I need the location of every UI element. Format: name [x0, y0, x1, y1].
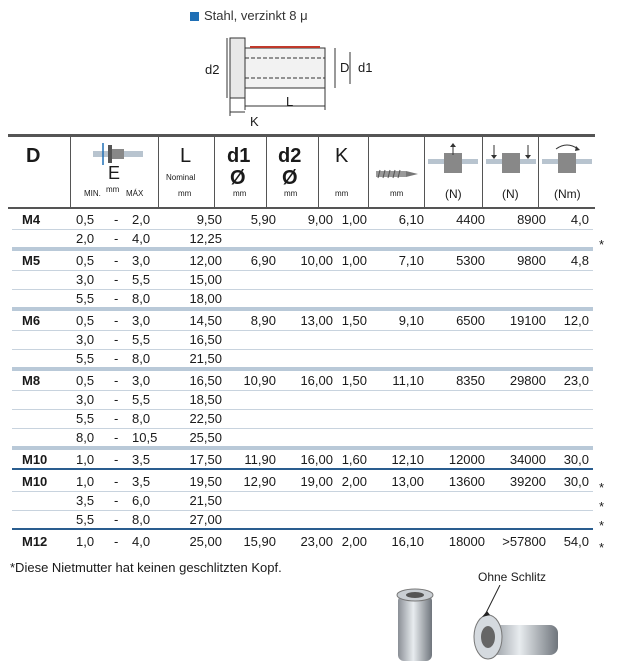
dim-l-label: L [286, 94, 294, 109]
cell-d1: 6,90 [250, 253, 276, 268]
table-row [12, 491, 593, 510]
cell-e1: 3,5 [76, 493, 95, 508]
cell-n1: 5300 [456, 253, 485, 268]
table-row [12, 510, 593, 529]
col-divider [482, 137, 483, 207]
cell-s: 16,10 [391, 534, 424, 549]
cell-l: 18,00 [189, 291, 222, 306]
cell-dash: - [114, 272, 119, 287]
cell-k: 1,00 [341, 253, 367, 268]
header-e-min: MIN. [84, 189, 101, 198]
cell-d2: 16,00 [300, 373, 333, 388]
cell-s: 6,10 [398, 212, 424, 227]
cell-n1: 4400 [456, 212, 485, 227]
table-row [12, 371, 593, 390]
header-screw-mm: mm [390, 189, 404, 198]
cell-nm: 23,0 [563, 373, 589, 388]
cell-n2: 19100 [509, 313, 546, 328]
cell-e2: 6,0 [132, 493, 151, 508]
cell-e1: 1,0 [76, 474, 95, 489]
table-row [12, 311, 593, 330]
header-l-nominal: Nominal [166, 173, 196, 182]
header-d1-mm: mm [233, 189, 247, 198]
table-row [12, 229, 593, 248]
cell-n1: 12000 [448, 452, 485, 467]
cell-nm: 12,0 [563, 313, 589, 328]
cell-k: 1,60 [341, 452, 367, 467]
rivet-nut-photo [370, 585, 580, 667]
cell-d1: 15,90 [243, 534, 276, 549]
col-divider [368, 137, 369, 207]
header-e-max: MÁX [126, 189, 144, 198]
cell-dash: - [114, 534, 119, 549]
table-row [12, 330, 593, 349]
table-row [12, 472, 593, 491]
table-header [8, 134, 595, 209]
cell-e2: 10,5 [132, 430, 158, 445]
header-e: E [108, 163, 121, 183]
cell-e2: 5,5 [132, 392, 151, 407]
cell-nm: 30,0 [563, 474, 589, 489]
legend-swatch [190, 12, 199, 21]
footnote-marker: * [599, 540, 605, 555]
cell-d1: 12,90 [243, 474, 276, 489]
cell-l: 27,00 [189, 512, 222, 527]
cell-e1: 1,0 [76, 534, 95, 549]
cell-e2: 8,0 [132, 351, 151, 366]
cell-k: 2,00 [341, 474, 367, 489]
table-row [12, 450, 593, 469]
col-divider [214, 137, 215, 207]
cell-e2: 3,0 [132, 313, 151, 328]
cell-dash: - [114, 411, 119, 426]
cell-e1: 0,5 [76, 313, 95, 328]
header-n2: (N) [502, 187, 519, 201]
cell-d1: 8,90 [250, 313, 276, 328]
table-row [12, 532, 593, 551]
cell-k: 1,50 [341, 313, 367, 328]
cell-e1: 5,5 [76, 351, 95, 366]
cell-l: 16,50 [189, 332, 222, 347]
cell-n1: 8350 [456, 373, 485, 388]
footnote-marker: * [599, 480, 605, 495]
footnote: *Diese Nietmutter hat keinen geschlitzten Kopf. [10, 560, 282, 575]
cell-l: 12,25 [189, 231, 222, 246]
cell-nm: 30,0 [563, 452, 589, 467]
cell-dash: - [114, 493, 119, 508]
cell-e1: 0,5 [76, 373, 95, 388]
cell-d: M10 [22, 452, 48, 467]
cell-l: 22,50 [189, 411, 222, 426]
table-row [12, 270, 593, 289]
cell-s: 7,10 [398, 253, 424, 268]
cell-l: 21,50 [189, 351, 222, 366]
dim-d-label: D [340, 60, 350, 75]
col-divider [266, 137, 267, 207]
cell-n2: 39200 [509, 474, 546, 489]
cell-dash: - [114, 430, 119, 445]
cell-e2: 8,0 [132, 411, 151, 426]
cell-e2: 5,5 [132, 272, 151, 287]
cell-e1: 3,0 [76, 392, 95, 407]
cell-e1: 5,5 [76, 512, 95, 527]
header-nm: (Nm) [554, 187, 581, 201]
footnote-marker: * [599, 237, 605, 252]
cell-e2: 3,5 [132, 474, 151, 489]
cell-n2: 34000 [509, 452, 546, 467]
cell-e1: 8,0 [76, 430, 95, 445]
cell-e1: 1,0 [76, 452, 95, 467]
cell-n2: >57800 [502, 534, 546, 549]
cell-s: 12,10 [391, 452, 424, 467]
header-d2-mm: mm [284, 189, 298, 198]
cell-s: 13,00 [391, 474, 424, 489]
cell-k: 1,00 [341, 212, 367, 227]
table-row [12, 409, 593, 428]
legend-text: Stahl, verzinkt 8 μ [204, 8, 308, 23]
table-row [12, 349, 593, 368]
table-row [12, 428, 593, 447]
cell-e2: 8,0 [132, 512, 151, 527]
cell-d: M4 [22, 212, 41, 227]
cell-nm: 54,0 [563, 534, 589, 549]
cell-e1: 0,5 [76, 253, 95, 268]
cell-dash: - [114, 392, 119, 407]
cell-d2: 10,00 [300, 253, 333, 268]
rivet-nut-drawing [200, 26, 390, 130]
cell-d2: 23,00 [300, 534, 333, 549]
cell-e2: 3,5 [132, 452, 151, 467]
cell-dash: - [114, 474, 119, 489]
cell-e1: 3,0 [76, 272, 95, 287]
cell-d: M5 [22, 253, 41, 268]
table-row [12, 390, 593, 409]
cell-dash: - [114, 452, 119, 467]
cell-dash: - [114, 231, 119, 246]
header-d1: d1 [227, 145, 251, 167]
cell-k: 1,50 [341, 373, 367, 388]
header-d2: d2 [278, 145, 302, 167]
cell-d2: 9,00 [307, 212, 333, 227]
cell-n1: 6500 [456, 313, 485, 328]
cell-l: 25,50 [189, 430, 222, 445]
header-l: L [180, 145, 192, 167]
cell-dash: - [114, 291, 119, 306]
cell-e2: 3,0 [132, 253, 151, 268]
cell-d2: 16,00 [300, 452, 333, 467]
cell-l: 21,50 [189, 493, 222, 508]
cell-d2: 13,00 [300, 313, 333, 328]
col-divider [424, 137, 425, 207]
cell-e2: 8,0 [132, 291, 151, 306]
group-separator [12, 528, 593, 530]
cell-e1: 5,5 [76, 411, 95, 426]
cell-l: 14,50 [189, 313, 222, 328]
cell-e2: 4,0 [132, 534, 151, 549]
header-k-mm: mm [335, 189, 349, 198]
header-d: D [26, 145, 41, 167]
header-l-mm: mm [178, 189, 192, 198]
table-row [12, 210, 593, 229]
cell-l: 15,00 [189, 272, 222, 287]
dim-d1-label: d1 [358, 60, 373, 75]
cell-dash: - [114, 313, 119, 328]
cell-s: 11,10 [392, 373, 424, 388]
cell-dash: - [114, 253, 119, 268]
shear-force-icon [486, 143, 536, 177]
photo-label: Ohne Schlitz [478, 570, 547, 584]
cell-nm: 4,0 [570, 212, 589, 227]
footnote-marker: * [599, 499, 605, 514]
table-row [12, 289, 593, 308]
cell-e1: 0,5 [76, 212, 95, 227]
cell-l: 17,50 [189, 452, 222, 467]
cell-k: 2,00 [341, 534, 367, 549]
cell-n1: 18000 [448, 534, 485, 549]
cell-dash: - [114, 212, 119, 227]
col-divider [70, 137, 71, 207]
cell-l: 9,50 [196, 212, 222, 227]
cell-d1: 5,90 [250, 212, 276, 227]
cell-dash: - [114, 332, 119, 347]
cell-n2: 9800 [517, 253, 546, 268]
cell-nm: 4,8 [570, 253, 589, 268]
footnote-marker: * [599, 518, 605, 533]
cell-d2: 19,00 [300, 474, 333, 489]
cell-e1: 2,0 [76, 231, 95, 246]
cell-d: M6 [22, 313, 41, 328]
cell-n1: 13600 [448, 474, 485, 489]
cell-n2: 29800 [509, 373, 546, 388]
cell-d: M12 [22, 534, 48, 549]
header-k: K [335, 145, 349, 167]
header-d1-diameter-icon: Ø [230, 167, 246, 189]
cell-s: 9,10 [398, 313, 424, 328]
screw-icon [376, 167, 418, 181]
cell-d1: 11,90 [244, 452, 276, 467]
cell-dash: - [114, 512, 119, 527]
cell-d: M10 [22, 474, 48, 489]
cell-e2: 5,5 [132, 332, 151, 347]
torque-icon [542, 143, 592, 177]
cell-e2: 4,0 [132, 231, 151, 246]
cell-dash: - [114, 351, 119, 366]
header-d2-diameter-icon: Ø [282, 167, 298, 189]
cell-l: 12,00 [189, 253, 222, 268]
cell-e1: 5,5 [76, 291, 95, 306]
cell-d1: 10,90 [243, 373, 276, 388]
dim-d2-label: d2 [205, 62, 220, 77]
header-e-mm: mm [106, 185, 120, 194]
group-separator [12, 468, 593, 470]
cell-l: 25,00 [189, 534, 222, 549]
dim-k-label: K [250, 114, 259, 129]
header-n1: (N) [445, 187, 462, 201]
cell-l: 18,50 [189, 392, 222, 407]
cell-e1: 3,0 [76, 332, 95, 347]
cell-e2: 3,0 [132, 373, 151, 388]
cell-e2: 2,0 [132, 212, 151, 227]
cell-l: 19,50 [189, 474, 222, 489]
tensile-force-icon [428, 143, 478, 177]
cell-d: M8 [22, 373, 41, 388]
cell-dash: - [114, 373, 119, 388]
cell-l: 16,50 [189, 373, 222, 388]
col-divider [158, 137, 159, 207]
col-divider [318, 137, 319, 207]
table-row [12, 251, 593, 270]
cell-n2: 8900 [517, 212, 546, 227]
col-divider [538, 137, 539, 207]
